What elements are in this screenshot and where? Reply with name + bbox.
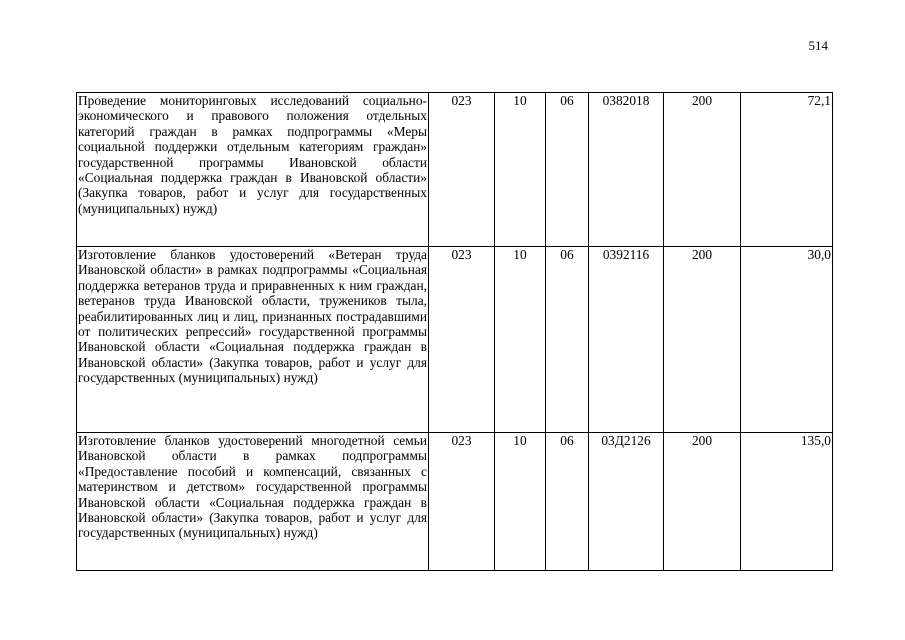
target-article-cell: 03Д2126 <box>589 433 664 571</box>
table-row <box>77 247 833 433</box>
amount-cell: 135,0 <box>741 433 833 571</box>
target-article-cell: 0382018 <box>589 93 664 247</box>
subsection-code-cell: 06 <box>546 93 589 247</box>
amount-cell: 30,0 <box>741 247 833 433</box>
subsection-code-cell: 06 <box>546 247 589 433</box>
amount-cell: 72,1 <box>741 93 833 247</box>
table-row <box>77 93 833 247</box>
ministry-code-cell: 023 <box>429 433 495 571</box>
subsection-code-cell: 06 <box>546 433 589 571</box>
ministry-code-cell: 023 <box>429 247 495 433</box>
page-number: 514 <box>808 38 828 53</box>
section-code-cell: 10 <box>495 93 546 247</box>
expense-name-cell: Изготовление бланков удостоверений многодетной семьи Ивановской области в рамках подпрограммы «Предоставление пособий и компенсаций, связанных с материнством и детством» государственной программы Ивановской области «Социальная поддержка граждан в Ивановской области» (Закупка товаров, работ и услуг для государственных (муниципальных) нужд) <box>77 433 429 571</box>
target-article-cell: 0392116 <box>589 247 664 433</box>
expense-kind-cell: 200 <box>664 433 741 571</box>
section-code-cell: 10 <box>495 247 546 433</box>
table-row <box>77 433 833 571</box>
section-code-cell: 10 <box>495 433 546 571</box>
expense-name-cell: Изготовление бланков удостоверений «Ветеран труда Ивановской области» в рамках подпрограммы «Социальная поддержка ветеранов труда и приравненных к ним граждан, ветеранов труда Ивановской области, тружеников тыла, реабилитированных лиц и лиц, признанных пострадавшими от политических репрессий» государственной программы Ивановской области «Социальная поддержка граждан в Ивановской области» (Закупка товаров, работ и услуг для государственных (муниципальных) нужд) <box>77 247 429 433</box>
expense-kind-cell: 200 <box>664 247 741 433</box>
expense-name-cell: Проведение мониторинговых исследований социально-экономического и правового положения отдельных категорий граждан в рамках подпрограммы «Меры социальной поддержки отдельным категориям граждан» государственной программы Ивановской области «Социальная поддержка граждан в Ивановской области» (Закупка товаров, работ и услуг для государственных (муниципальных) нужд) <box>77 93 429 247</box>
expense-kind-cell: 200 <box>664 93 741 247</box>
ministry-code-cell: 023 <box>429 93 495 247</box>
budget-table <box>76 92 833 571</box>
